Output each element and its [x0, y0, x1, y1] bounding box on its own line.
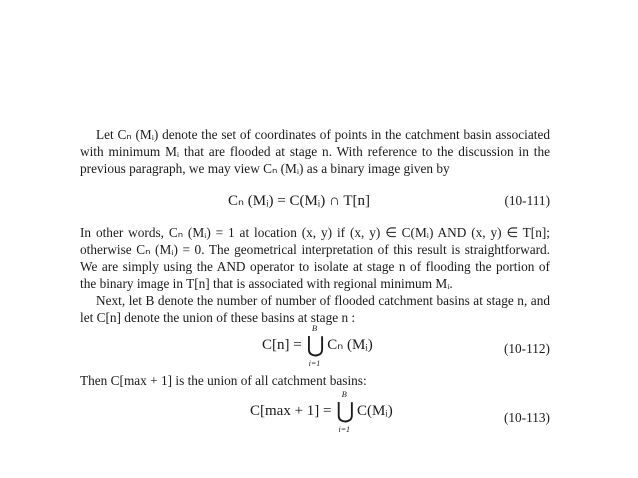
union-operator [306, 323, 325, 368]
union-symbol: ⋃ [306, 332, 325, 357]
union-upper-limit: B [311, 323, 318, 333]
equation-10-112 [262, 323, 373, 368]
union-operator [336, 389, 355, 434]
paragraph-next-let-b: Next, let B denote the number of number of flooded catchment basins at stage n, and let C[n] denote the union of these basins at stage n : [80, 293, 550, 325]
equation-10-113-rhs: C(Mᵢ) [357, 402, 393, 419]
equation-10-113-lhs: C[max + 1] = [250, 402, 332, 419]
equation-number-10-113: (10-113) [503, 410, 550, 425]
equation-number-10-111: (10-111) [504, 193, 550, 208]
union-lower-limit: i=1 [338, 425, 351, 434]
equation-10-112-rhs: Cₙ (Mᵢ) [327, 336, 373, 353]
paragraph-and-interpretation [80, 224, 550, 326]
equation-10-112-lhs: C[n] = [262, 336, 302, 353]
union-lower-limit: i=1 [308, 359, 321, 368]
paragraph-catchment-definition: Let Cₙ (Mᵢ) denote the set of coordinates of points in the catchment basin associated with minimum Mᵢ that are flooded at stage n. With reference to the discussion in the previous paragraph, we may view Cₙ (Mᵢ) as a binary image given by [80, 127, 550, 176]
union-symbol: ⋃ [336, 398, 355, 423]
paragraph-in-other-words: In other words, Cₙ (Mᵢ) = 1 at location (x, y) if (x, y) ∈ C(Mᵢ) AND (x, y) ∈ T[n]; otherwise Cₙ (Mᵢ) = 0. The geometrical interpretation of this result is straightforward. We are simply using the AND operator to isolate at stage n of flooding the portion of the binary image in T[n] that is associated with regional minimum Mᵢ. [80, 225, 550, 291]
equation-10-113 [250, 389, 393, 434]
equation-number-10-112: (10-112) [503, 341, 550, 356]
union-upper-limit: B [341, 389, 347, 399]
equation-10-111: Cₙ (Mᵢ) = C(Mᵢ) ∩ T[n] [228, 193, 370, 209]
paragraph-union-all-basins: Then C[max + 1] is the union of all catchment basins: [80, 373, 367, 388]
